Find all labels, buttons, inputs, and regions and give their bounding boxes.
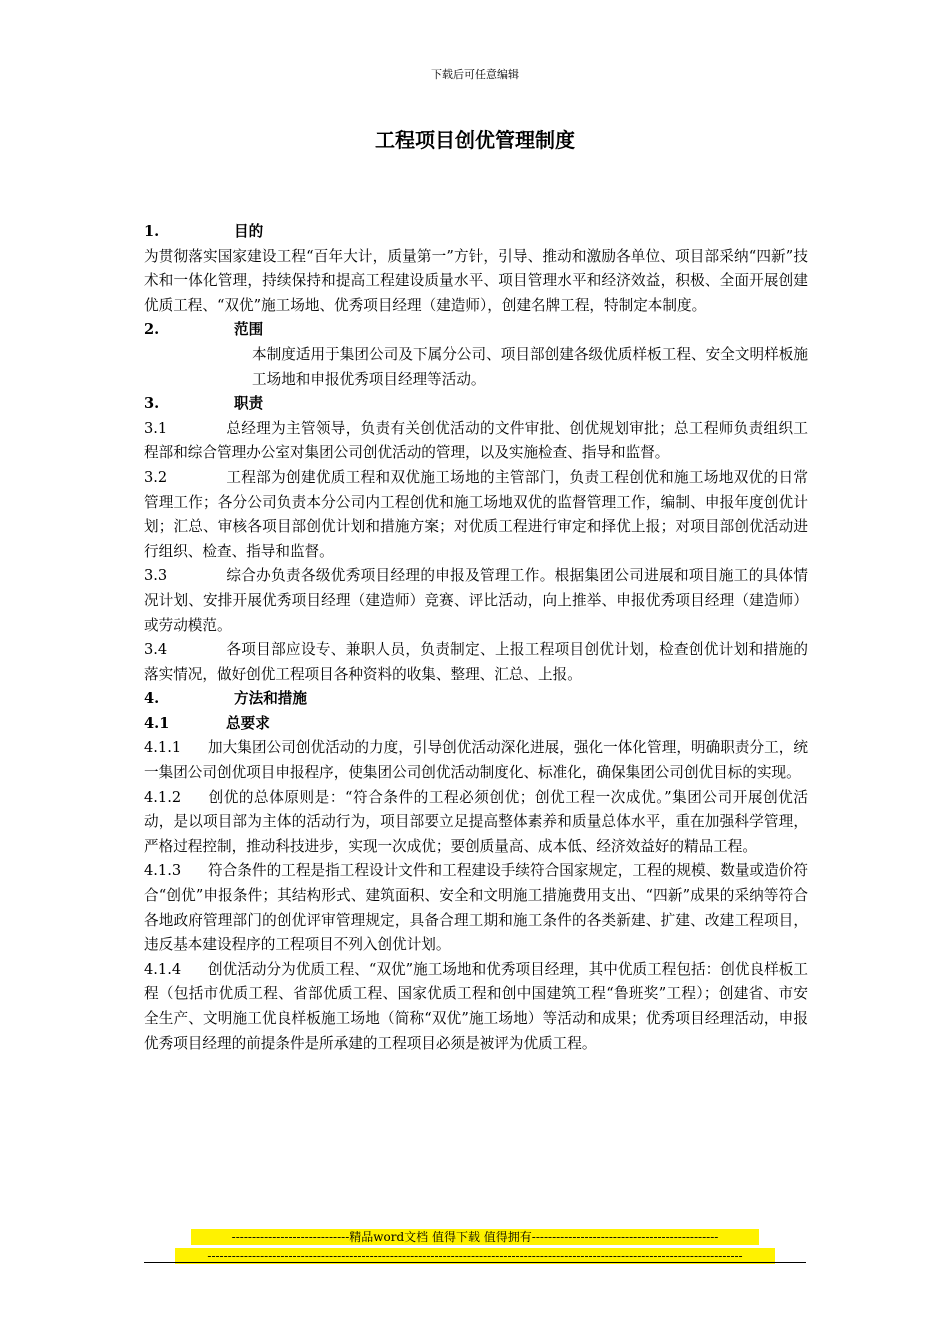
footer-rule [144,1262,806,1263]
section-number: 2. [144,321,160,339]
clause-paragraph [144,466,808,564]
clause-text: 工程部为创建优质工程和双优施工场地的主管部门，负责工程创优和施工场地双优的日常管理工作；各分公司负责本分公司内工程创优和施工场地双优的监督管理工作，编制、申报年度创优计划；汇总、审核各项目部创优计划和措施方案；对优质工程进行审定和择优上报；对项目部创优活动进行组织、检查、指导和监督。 [144,468,808,560]
clause-number: 3.3 [144,567,168,585]
footer-line-2: ------------------------------------------------------------------------------------------------------------------------------------ [175,1248,775,1264]
clause-number: 3.1 [144,419,168,437]
clause-number: 3.2 [144,468,168,486]
clause-text: 加大集团公司创优活动的力度，引导创优活动深化进展，强化一体化管理，明确职责分工，统一集团公司创优项目申报程序，使集团公司创优活动制度化、标准化，确保集团公司创优目标的实现。 [144,739,808,782]
clause-paragraph [144,564,808,638]
clause-number: 4.1.4 [144,960,182,978]
header-note: 下载后可任意编辑 [431,68,519,81]
document-title: 工程项目创优管理制度 [375,128,575,152]
section-title: 方法和措施 [234,690,307,708]
subsection-title: 总要求 [226,714,270,732]
clause-text: 创优的总体原则是：“符合条件的工程必须创优；创优工程一次成优。”集团公司开展创优活动，是以项目部为主体的活动行为，项目部要立足提高整体素养和质量总体水平，重在加强科学管理，严格过程控制，推动科技进步，实现一次成优；要创质量高、成本低、经济效益好的精品工程。 [144,788,808,855]
subsection-number: 4.1 [144,714,170,732]
clause-text: 各项目部应设专、兼职人员，负责制定、上报工程项目创优计划，检查创优计划和措施的落实情况，做好创优工程项目各种资料的收集、整理、汇总、上报。 [144,641,808,683]
clause-number: 4.1.3 [144,862,182,880]
clause-text: 符合条件的工程是指工程设计文件和工程建设手续符合国家规定，工程的规模、数量或造价符合“创优”申报条件；其结构形式、建筑面积、安全和文明施工措施费用支出、“四新”成果的采纳等符合各地政府管理部门的创优评审管理规定，具备合理工期和施工条件的各类新建、扩建、改建工程项目，违反基本建设程序的工程项目不列入创优计划。 [144,862,808,954]
footer-line-1: -----------------------------精品word文档 值得下载 值得拥有---------------------------------------------- [191,1229,759,1245]
section-heading [144,392,808,417]
section-heading [144,687,808,712]
clause-paragraph [144,958,808,1056]
clause-number: 4.1.1 [144,739,182,757]
clause-text: 创优活动分为优质工程、“双优”施工场地和优秀项目经理，其中优质工程包括：创优良样板工程（包括市优质工程、省部优质工程、国家优质工程和创中国建筑工程“鲁班奖”工程）；创建省、市安全生产、文明施工优良样板施工场地（简称“双优”施工场地）等活动和成果；优秀项目经理活动，申报优秀项目经理的前提条件是所承建的工程项目必须是被评为优质工程。 [144,960,808,1052]
section-number: 4. [144,690,160,708]
clause-number: 3.4 [144,641,168,659]
clause-paragraph [144,638,808,687]
section-title: 目的 [234,223,264,240]
document-body [144,220,808,1056]
clause-paragraph [144,859,808,957]
subsection-heading [144,712,808,737]
section-number: 3. [144,395,160,413]
clause-paragraph [144,736,808,785]
clause-text: 综合办负责各级优秀项目经理的申报及管理工作。根据集团公司进展和项目施工的具体情况计划、安排开展优秀项目经理（建造师）竞赛、评比活动，向上推举、申报优秀项目经理（建造师）或劳动模范。 [144,567,808,634]
section-heading [144,318,808,343]
clause-number: 4.1.2 [144,788,182,806]
section-heading [144,220,808,245]
section-paragraph: 本制度适用于集团公司及下属分公司、项目部创建各级优质样板工程、安全文明样板施工场地和申报优秀项目经理等活动。 [252,345,808,388]
clause-text: 总经理为主管领导，负责有关创优活动的文件审批、创优规划审批；总工程师负责组织工程部和综合管理办公室对集团公司创优活动的管理，以及实施检查、指导和监督。 [144,419,808,462]
section-title: 职责 [234,395,264,413]
section-paragraph: 为贯彻落实国家建设工程“百年大计，质量第一”方针，引导、推动和激励各单位、项目部采纳“四新”技术和一体化管理，持续保持和提高工程建设质量水平、项目管理水平和经济效益，积极、全面开展创建优质工程、“双优”施工场地、优秀项目经理（建造师），创建名牌工程，特制定本制度。 [144,247,808,314]
section-number: 1. [144,223,160,240]
clause-paragraph [144,786,808,860]
clause-paragraph [144,417,808,466]
section-title: 范围 [234,321,264,339]
